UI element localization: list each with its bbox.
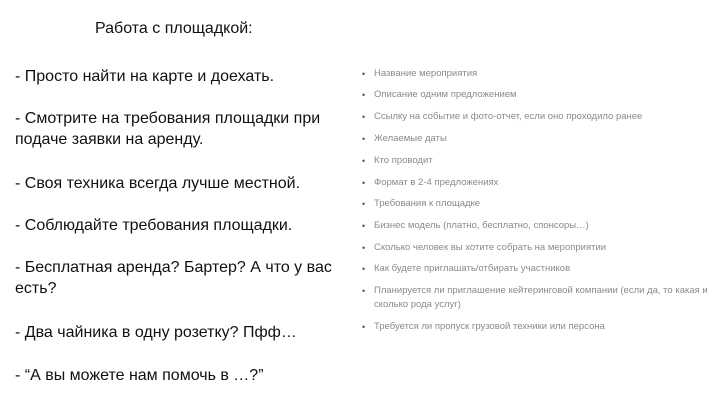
tip-item: - Просто найти на карте и доехать.	[15, 68, 275, 85]
list-item	[362, 241, 712, 255]
list-item-text: Бизнес модель (платно, бесплатно, спонсоры…)	[374, 220, 589, 231]
list-item-text: Ссылку на событие и фото-отчет, если оно проходило ранее	[374, 111, 643, 122]
list-item-text: Сколько человек вы хотите собрать на мероприятии	[374, 242, 607, 253]
list-item	[362, 262, 712, 276]
list-item-text: Как будете приглашать/отбирать участников	[374, 263, 571, 274]
list-item	[362, 132, 712, 146]
slide-title: Работа с площадкой:	[95, 20, 253, 37]
bullet-icon: •	[362, 90, 366, 100]
list-item-text: Описание одним предложением	[374, 89, 517, 100]
bullet-icon: •	[362, 134, 366, 144]
bullet-icon: •	[362, 286, 366, 296]
list-item	[362, 88, 712, 102]
list-item	[362, 197, 712, 211]
tip-item: - Соблюдайте требования площадки.	[15, 217, 293, 234]
bullet-icon: •	[362, 69, 366, 79]
list-item	[362, 67, 712, 81]
bullet-icon: •	[362, 178, 366, 188]
list-item-text: Требования к площадке	[374, 198, 481, 209]
list-item	[362, 284, 712, 312]
bullet-icon: •	[362, 221, 366, 231]
bullet-icon: •	[362, 322, 366, 332]
bullet-icon: •	[362, 264, 366, 274]
bullet-icon: •	[362, 243, 366, 253]
tip-item: - Своя техника всегда лучше местной.	[15, 175, 301, 192]
list-item-text: Название мероприятия	[374, 68, 478, 79]
list-item-text: Кто проводит	[374, 155, 433, 166]
tip-item: - Два чайника в одну розетку? Пфф…	[15, 324, 297, 341]
list-item	[362, 154, 712, 168]
list-item-text: Требуется ли пропуск грузовой техники или персона	[374, 321, 605, 332]
bullet-icon: •	[362, 156, 366, 166]
tip-item: - “А вы можете нам помочь в …?”	[15, 367, 264, 384]
list-item	[362, 176, 712, 190]
list-item-text: Желаемые даты	[374, 133, 447, 144]
list-item-text: Планируется ли приглашение кейтеринговой компании (если да, то какая и сколько рода услуг)	[374, 285, 708, 310]
list-item	[362, 219, 712, 233]
list-item	[362, 320, 712, 334]
bullet-icon: •	[362, 199, 366, 209]
tip-item: - Смотрите на требования площадки при подаче заявки на аренду.	[15, 110, 321, 148]
list-item	[362, 110, 712, 124]
list-item-text: Формат в 2-4 предложениях	[374, 177, 499, 188]
tip-item: - Бесплатная аренда? Бартер? А что у вас есть?	[15, 259, 332, 297]
bullet-icon: •	[362, 112, 366, 122]
